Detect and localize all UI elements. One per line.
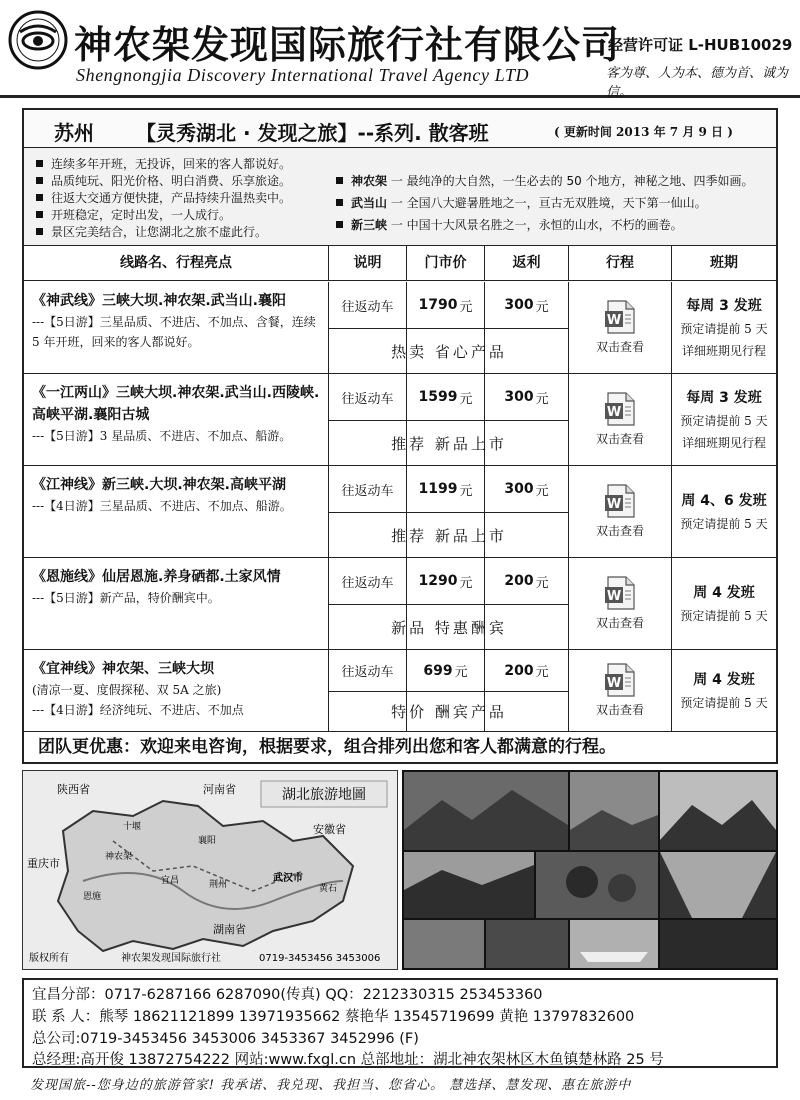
company-motto: 客为尊、人为本、德为首、诚为信。	[606, 66, 789, 100]
media-row	[22, 770, 778, 970]
product-tag: 热卖 省心产品	[391, 342, 507, 361]
schedule-frequency: 周 4、6 发班	[681, 492, 767, 509]
price-amount: 1790	[418, 297, 458, 314]
itinerary-cell[interactable]	[569, 282, 672, 373]
col-price: 门市价	[407, 246, 485, 280]
bullet-square-icon	[336, 199, 343, 206]
rebate-amount: 300	[504, 297, 534, 314]
license-number: 经营许可证 L-HUB10029	[608, 36, 793, 54]
map-city: 黄石	[319, 884, 338, 894]
route-table	[22, 108, 778, 764]
schedule	[672, 282, 776, 373]
itinerary-link[interactable]	[569, 466, 671, 557]
route-info-cell	[24, 374, 329, 465]
map-region: 河南省	[203, 783, 236, 796]
bullet-square-icon	[36, 211, 43, 218]
contact-box	[22, 978, 778, 1068]
rebate-amount: 300	[504, 389, 534, 406]
route-subtitle: (清凉一夏、度假探秘、双 5A 之旅)	[32, 683, 222, 697]
currency-unit: 元	[535, 665, 549, 681]
table-row	[24, 282, 776, 374]
schedule	[672, 650, 776, 731]
currency-unit: 元	[535, 483, 549, 499]
map-graphic	[23, 771, 397, 969]
map-city: 神农架	[105, 852, 133, 862]
retail-price	[407, 558, 484, 605]
map-region: 陕西省	[57, 783, 90, 796]
word-document-icon[interactable]	[604, 484, 636, 518]
schedule-frequency: 周 4 发班	[693, 584, 755, 601]
map-city: 宜昌	[161, 876, 180, 886]
bullet-square-icon	[36, 177, 43, 184]
hubei-tourism-map	[22, 770, 398, 970]
col-rebate: 返利	[485, 246, 569, 280]
destination-item: 神农架 一 最纯净的大自然，一生必去的 50 个地方，神秘之地、四季如画。	[336, 170, 754, 192]
schedule-note: 详细班期见行程	[681, 435, 766, 450]
transport-mode: 往返动车	[329, 374, 406, 421]
product-tag: 特价 酬宾产品	[391, 703, 507, 721]
series-title: 【灵秀湖北 · 发现之旅】--系列. 散客班	[136, 121, 489, 145]
col-itinerary: 行程	[569, 246, 672, 280]
table-row	[24, 650, 776, 732]
schedule-note: 预定请提前 5 天	[680, 321, 768, 336]
route-description: ---【5日游】三星品质、不进店、不加点、含餐，连续 5 年开班，回来的客人都说好。	[32, 315, 316, 349]
map-city: 十堰	[123, 822, 142, 832]
table-row	[24, 466, 776, 558]
feature-item: 景区完美结合，让您湖北之旅不虚此行。	[36, 224, 291, 241]
photo-grid-graphic	[402, 770, 778, 970]
word-document-icon[interactable]	[604, 663, 636, 697]
bullet-square-icon	[336, 221, 343, 228]
rebate	[485, 466, 568, 513]
itinerary-link[interactable]	[569, 558, 671, 649]
product-tag: 推荐 新品上市	[391, 434, 507, 453]
contact-persons: 联 系 人：熊琴 18621121899 13971935662 蔡艳华 13545719699 黄艳 13797832600	[32, 1009, 635, 1025]
retail-price	[407, 282, 484, 329]
features-panel	[24, 148, 776, 246]
map-agency: 神农架发现国际旅行社	[121, 953, 221, 964]
price-amount: 1599	[418, 389, 458, 406]
currency-unit: 元	[459, 391, 473, 407]
svg-text:W: W	[606, 589, 622, 604]
retail-price	[407, 650, 484, 692]
rebate	[485, 374, 568, 421]
double-click-view-label[interactable]: 双击查看	[595, 703, 644, 717]
itinerary-link[interactable]	[569, 374, 671, 465]
schedule-frequency: 每周 3 发班	[686, 389, 762, 406]
schedule-note: 详细班期见行程	[681, 343, 766, 358]
bullet-square-icon	[36, 194, 43, 201]
footer-slogan: 发现国旅--您身边的旅游管家! 我承诺、我兑现、我担当、您省心。 慧选择、慧发现、惠在旅游中	[30, 1078, 632, 1093]
photo-stage-show	[660, 920, 776, 968]
rebate-amount: 300	[504, 481, 534, 498]
svg-text:W: W	[606, 405, 622, 420]
route-info-cell	[24, 282, 329, 373]
currency-unit: 元	[454, 665, 468, 681]
map-region: 湖南省	[213, 923, 246, 936]
route-title: 《恩施线》仙居恩施.养身硒都.土家风情	[32, 569, 281, 585]
bullet-square-icon	[36, 160, 43, 167]
route-description: ---【4日游】经济纯玩、不进店、不加点	[32, 703, 244, 717]
double-click-view-label[interactable]: 双击查看	[595, 616, 644, 630]
route-info-cell	[24, 466, 329, 557]
svg-text:W: W	[606, 313, 622, 328]
table-row	[24, 374, 776, 466]
bullet-square-icon	[336, 177, 343, 184]
map-copyright: 版权所有	[29, 953, 69, 964]
contact-yichang-branch: 宜昌分部：0717-6287166 6287090(传真) QQ：2212330315 253453360	[32, 987, 543, 1003]
photo-forest	[486, 920, 568, 968]
map-title: 湖北旅游地圖	[282, 787, 366, 803]
rebate	[485, 282, 568, 329]
rebate-amount: 200	[504, 573, 534, 590]
rebate	[485, 650, 568, 692]
table-row	[24, 558, 776, 650]
schedule-note: 预定请提前 5 天	[680, 608, 768, 623]
col-schedule: 班期	[710, 255, 738, 271]
route-title: 《宜神线》神农架、三峡大坝	[32, 661, 214, 677]
transport-mode: 往返动车	[329, 282, 406, 329]
itinerary-cell[interactable]	[569, 650, 672, 731]
product-tag: 新品 特惠酬宾	[391, 618, 507, 637]
schedule-frequency: 每周 3 发班	[686, 297, 762, 314]
schedule-cell	[672, 282, 776, 373]
route-title: 《神武线》三峡大坝.神农架.武当山.襄阳	[32, 293, 286, 309]
transport-mode: 往返动车	[329, 558, 406, 605]
price-amount: 699	[423, 662, 453, 679]
feature-item: 品质纯玩、阳光价格、明白消费、乐享旅途。	[36, 173, 291, 190]
departure-city: 苏州	[54, 121, 94, 145]
contact-head-office: 总公司:0719-3453456 3453006 3453367 3452996 (F)	[32, 1031, 419, 1047]
currency-unit: 元	[535, 299, 549, 315]
map-city: 恩施	[83, 892, 102, 902]
itinerary-link[interactable]	[569, 282, 671, 373]
page-header	[0, 0, 800, 98]
schedule-frequency: 周 4 发班	[693, 671, 755, 688]
itinerary-cell[interactable]	[569, 374, 672, 465]
route-description: ---【4日游】三星品质、不进店、不加点、船游。	[32, 499, 292, 513]
currency-unit: 元	[459, 575, 473, 591]
company-name: 神农架发现国际旅行社有限公司	[74, 23, 621, 67]
schedule-cell	[672, 374, 776, 465]
schedule-note: 预定请提前 5 天	[680, 516, 768, 531]
photo-dam	[404, 920, 484, 968]
route-description: ---【5日游】3 星品质、不进店、不加点、船游。	[32, 429, 292, 443]
route-description: ---【5日游】新产品，特价酬宾中。	[32, 591, 220, 605]
retail-price	[407, 374, 484, 421]
map-city: 武汉市	[273, 873, 303, 884]
contact-manager-website-address: 总经理:高开俊 13872754222 网站:www.fxgl.cn 总部地址：湖北神农架林区木鱼镇楚林路 25 号	[32, 1052, 664, 1068]
company-english-name: Shengnongjia Discovery International Travel Agency LTD	[76, 65, 530, 85]
map-city: 襄阳	[198, 836, 217, 846]
currency-unit: 元	[459, 299, 473, 315]
schedule-cell	[672, 650, 776, 731]
svg-text:W: W	[606, 676, 622, 691]
schedule	[672, 374, 776, 465]
rebate-amount: 200	[504, 662, 534, 679]
feature-item: 开班稳定，定时出发，一人成行。	[36, 207, 291, 224]
scenery-photo-collage	[402, 770, 778, 970]
table-header-row	[24, 246, 776, 281]
map-city: 荆州	[209, 880, 228, 890]
word-document-icon[interactable]	[604, 300, 636, 334]
destination-highlights	[336, 170, 754, 236]
rebate	[485, 558, 568, 605]
price-amount: 1290	[418, 573, 458, 590]
word-document-icon[interactable]	[604, 576, 636, 610]
feature-item: 连续多年开班，无投诉，回来的客人都说好。	[36, 156, 291, 173]
itinerary-cell[interactable]	[569, 558, 672, 649]
transport-mode: 往返动车	[329, 650, 406, 692]
schedule-cell	[672, 466, 776, 557]
double-click-view-label[interactable]: 双击查看	[595, 524, 644, 538]
destination-item: 新三峡 一 中国十大风景名胜之一，永恒的山水，不朽的画卷。	[336, 214, 754, 236]
schedule	[672, 466, 776, 557]
currency-unit: 元	[459, 483, 473, 499]
route-info-cell	[24, 558, 329, 649]
feature-item: 往返大交通方便快捷，产品持续升温热卖中。	[36, 190, 291, 207]
retail-price	[407, 466, 484, 513]
route-title: 《江神线》新三峡.大坝.神农架.高峡平湖	[32, 477, 286, 493]
table-title-row	[24, 110, 776, 148]
double-click-view-label[interactable]: 双击查看	[595, 432, 644, 446]
itinerary-cell[interactable]	[569, 466, 672, 557]
schedule-note: 预定请提前 5 天	[680, 695, 768, 710]
company-logo-icon	[8, 10, 68, 70]
transport-mode: 往返动车	[329, 466, 406, 513]
group-offer: 团队更优惠：欢迎来电咨询，根据要求，组合排列出您和客人都满意的行程。	[38, 737, 616, 757]
col-route: 线路名、行程亮点	[24, 246, 329, 280]
currency-unit: 元	[535, 575, 549, 591]
map-region: 安徽省	[313, 823, 346, 836]
map-region: 重庆市	[27, 857, 60, 870]
product-tag: 推荐 新品上市	[391, 526, 507, 545]
schedule	[672, 558, 776, 649]
route-info-cell	[24, 650, 329, 731]
update-time: ( 更新时间 2013 年 7 月 9 日 )	[554, 125, 733, 139]
svg-text:W: W	[606, 497, 622, 512]
route-title: 《一江两山》三峡大坝.神农架.武当山.西陵峡.高峡平湖.襄阳古城	[32, 385, 320, 423]
schedule-cell	[672, 558, 776, 649]
destination-item: 武当山 一 全国八大避暑胜地之一，亘古无双胜境，天下第一仙山。	[336, 192, 754, 214]
features-left-list	[36, 156, 291, 241]
price-amount: 1199	[418, 481, 458, 498]
currency-unit: 元	[535, 391, 549, 407]
map-phone: 0719-3453456 3453006	[259, 953, 381, 964]
itinerary-link[interactable]	[569, 650, 671, 731]
double-click-view-label[interactable]: 双击查看	[595, 340, 644, 354]
col-mode: 说明	[329, 246, 407, 280]
bullet-square-icon	[36, 228, 43, 235]
word-document-icon[interactable]	[604, 392, 636, 426]
schedule-note: 预定请提前 5 天	[680, 413, 768, 428]
